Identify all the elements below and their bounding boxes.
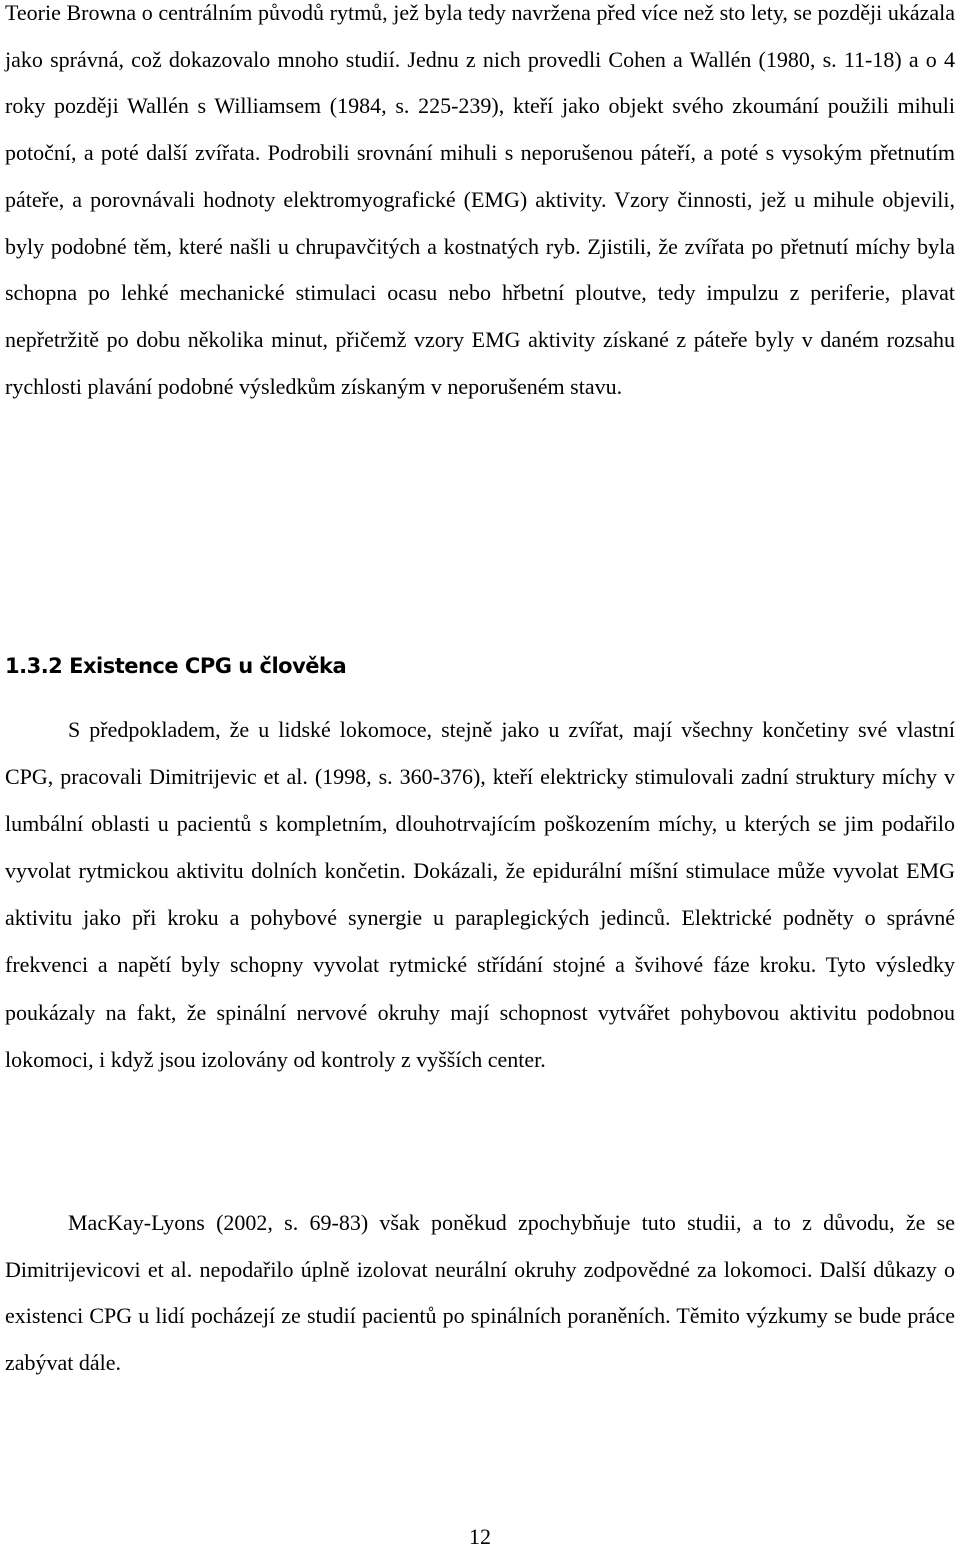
body-paragraph-brown-theory: Teorie Browna o centrálním původů rytmů, jež byla tedy navržena před více než sto lety, se později ukázala jako správná, což dokazovalo mnoho studií. Jednu z nich provedli Cohen a Wallén (1980, s. 11-18) a o 4 roky později Wallén s Williamsem (1984, s. 225-239), kteří jako objekt svého zkoumání použili mihuli potoční, a poté další zvířata. Podrobili srovnání mihuli s neporušenou páteří, a poté s vysokým přetnutím páteře, a porovnávali hodnoty elektromyografické (EMG) aktivity. Vzory činnosti, jež u mihule objevili, byly podobné těm, které našli u chrupavčitých a kostnatých ryb. Zjistili, že zvířata po přetnutí míchy byla schopna po lehké mechanické stimulaci ocasu nebo hřbetní ploutve, tedy impulzu z periferie, plavat nepřetržitě po dobu několika minut, přičemž vzory EMG aktivity získané z páteře byly v daném rozsahu rychlosti plavání podobné výsledkům získaným v neporušeném stavu. [5,0,955,399]
section-heading: 1.3.2 Existence CPG u člověka [5,654,347,678]
body-paragraph-mackay-lyons: MacKay-Lyons (2002, s. 69-83) však poněkud zpochybňuje tuto studii, a to z důvodu, že se Dimitrijevicovi et al. nepodařilo úplně izolovat neurální okruhy zodpovědné za lokomoci. Další důkazy o existenci CPG u lidí pocházejí ze studií pacientů po spinálních poraněních. Těmito výzkumy se bude práce zabývat dále. [5,1210,955,1376]
page-number: 12 [469,1524,491,1549]
body-paragraph-dimitrijevic: S předpokladem, že u lidské lokomoce, stejně jako u zvířat, mají všechny končetiny své vlastní CPG, pracovali Dimitrijevic et al. (1998, s. 360-376), kteří elektricky stimulovali zadní struktury míchy v lumbální oblasti u pacientů s kompletním, dlouhotrvajícím poškozením míchy, u kterých se jim podařilo vyvolat rytmickou aktivitu dolních končetin. Dokázali, že epidurální míšní stimulace může vyvolat EMG aktivitu jako při kroku a pohybové synergie u paraplegických jedinců. Elektrické podněty o správné frekvenci a napětí byly schopny vyvolat rytmické střídání stojné a švihové fáze kroku. Tyto výsledky poukázaly na fakt, že spinální nervové okruhy mají schopnost vytvářet pohybovou aktivitu podobnou lokomoci, i když jsou izolovány od kontroly z vyšších center. [5,717,955,1072]
